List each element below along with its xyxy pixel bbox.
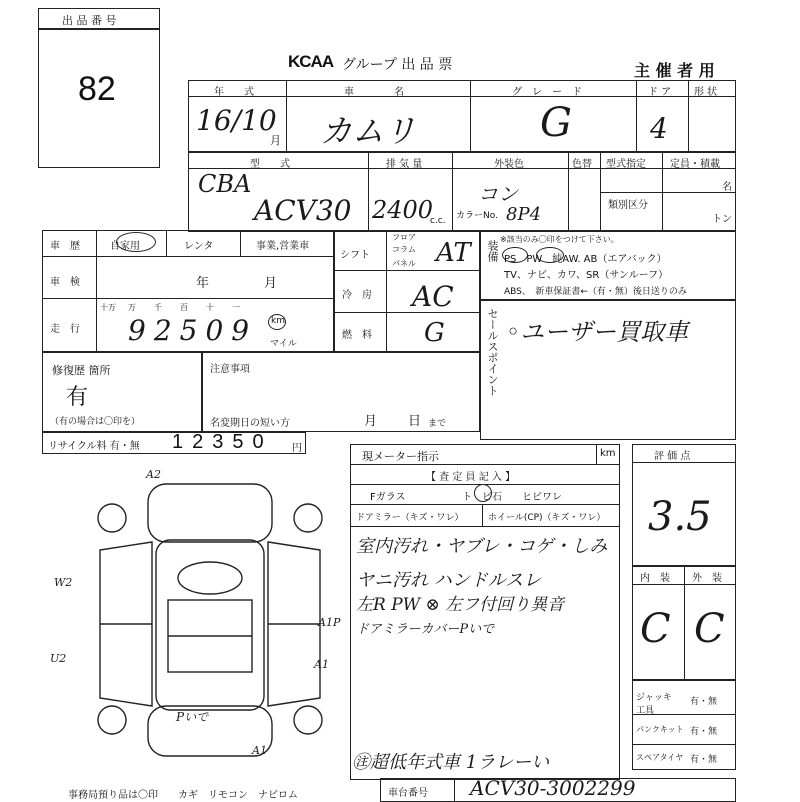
digit-label: 十万	[100, 303, 116, 312]
cc-unit: c.c.	[430, 216, 446, 226]
diagram-mark-a1-rear: A1	[252, 744, 267, 757]
owner-label: 主 催 者 用	[634, 61, 715, 80]
notes-label: 注意事項	[210, 364, 250, 375]
meter-unit: km	[600, 448, 616, 459]
inspection-year: 年	[196, 276, 210, 291]
inspector-label: 【 査 定 員 記 入 】	[426, 472, 516, 483]
interior-grade: C	[640, 606, 671, 652]
diagram-mark-w2: W2	[54, 576, 73, 589]
pw-circle	[536, 247, 564, 263]
brand-logo: KCAA	[288, 52, 334, 71]
office-items: 事務局預り品は〇印 カギ リモコン ナビロム	[68, 790, 298, 801]
equip-label: 装備	[486, 240, 499, 262]
chassis-value: ACV30-3002299	[470, 776, 636, 800]
equip-line3: ABS、 新車保証書←（有・無）後日送りのみ	[504, 287, 687, 297]
shift-label: シフト	[340, 250, 370, 261]
fuel-label: 燃 料	[342, 330, 372, 341]
digit-label: 一	[232, 303, 240, 312]
digit-label: 万	[128, 303, 136, 312]
notes-made: まで	[428, 419, 447, 429]
shift-value: AT	[436, 238, 471, 268]
model-code: ACV30	[254, 194, 352, 227]
inspector-footer: ㊟超低年式車 1ラレーい	[352, 752, 550, 773]
diagram-mark-a2: A2	[146, 468, 161, 481]
digit-label: 千	[154, 303, 162, 312]
digit-label: 百	[180, 303, 188, 312]
exterior-grade: C	[694, 606, 725, 652]
glass-circle	[474, 484, 492, 502]
puncture-opt: 有・無	[690, 727, 718, 737]
model-prefix: CBA	[198, 170, 252, 198]
recycle-label: リサイクル料 有・無	[48, 441, 140, 452]
shape-label: 形 状	[694, 87, 718, 98]
diagram-mark-u2: U2	[50, 652, 67, 665]
model-label: 型 式	[250, 159, 290, 170]
history-business: 事業,営業車	[256, 241, 310, 252]
shift-opt-panel: パネル	[392, 259, 416, 268]
grade-label: グ レ ー ド	[512, 87, 582, 98]
mileage-label: 走 行	[50, 324, 80, 335]
recolor-label: 色替	[572, 159, 592, 170]
inspector-note-3: 左R PW ⊗ 左フ付回り異音	[356, 595, 565, 615]
notes-short-label: 名変期日の短い方	[210, 418, 290, 429]
unit-ton: トン	[712, 214, 732, 225]
car-diagram	[60, 470, 350, 770]
repair-label: 修復歴 箇所	[52, 364, 111, 377]
color-no-value: 8P4	[506, 204, 542, 225]
history-private: 自家用	[110, 241, 140, 252]
recycle-unit: 円	[292, 443, 302, 454]
private-circle	[116, 232, 156, 252]
unit-person: 名	[722, 182, 732, 193]
exterior-label: 外 装	[692, 573, 722, 584]
repair-note: （有の場合は〇印を）	[50, 417, 141, 427]
score-label: 評 価 点	[654, 451, 691, 462]
diagram-mark-pide: Pいで	[176, 710, 209, 724]
wheel-label: ホイール(CP)（キズ・ワレ）	[488, 513, 606, 523]
mile-unit: マイル	[270, 339, 297, 349]
year-label: 年 式	[214, 87, 254, 98]
car-name: カムリ	[320, 112, 417, 150]
digit-label: 十	[206, 303, 214, 312]
spare-label: スペアタイヤ	[636, 753, 684, 762]
inspector-note-4: ドアミラーカバーPいで	[356, 622, 495, 637]
recycle-value: 12350	[172, 431, 273, 453]
inspection-label: 車 検	[50, 277, 80, 288]
form-title: グループ 出 品 票	[342, 57, 453, 73]
notes-month: 月	[364, 414, 378, 429]
history-label: 車 歴	[50, 241, 80, 252]
km-unit: km	[271, 316, 285, 326]
inspection-month: 月	[264, 276, 278, 291]
meter-label: 現メーター指示	[362, 450, 439, 463]
equip-note: ※該当のみ〇印をつけて下さい。	[500, 235, 619, 244]
sales-label: セールスポイント	[486, 308, 499, 396]
score-value: 3.5	[648, 494, 712, 540]
lot-label: 出 品 番 号	[62, 14, 117, 27]
chassis-label: 車台番号	[388, 788, 428, 799]
sales-value: ◦ユーザー買取車	[506, 318, 689, 346]
jack-opt: 有・無	[690, 697, 718, 707]
aircon-value: AC	[412, 280, 454, 313]
equip-line2: TV、ナビ、カワ、SR（サンルーフ）	[504, 270, 669, 281]
cert-label: 型式指定	[606, 159, 646, 170]
spare-opt: 有・無	[690, 755, 718, 765]
color-no-label: カラーNo.	[456, 211, 498, 221]
diagram-mark-a1: A1	[314, 658, 329, 671]
notes-day: 日	[408, 414, 422, 429]
month-unit: 月	[270, 134, 281, 147]
ps-circle	[502, 247, 528, 263]
capacity-label: 定員・積載	[670, 159, 720, 170]
color-value: コン	[478, 182, 518, 206]
mirror-label: ドアミラー（キズ・ワレ）	[356, 513, 464, 523]
door-label: ド ア	[648, 87, 672, 98]
aircon-label: 冷 房	[342, 290, 372, 301]
grade-value: G	[540, 100, 572, 146]
jack-label: ジャッキ工具	[636, 693, 672, 716]
door-value: 4	[650, 112, 668, 145]
disp-value: 2400	[372, 196, 434, 224]
year-value: 16/10	[196, 104, 277, 137]
history-rental: レンタ	[184, 241, 214, 252]
equip-line1: PS PW 純AW. AB（エアバック）	[504, 254, 667, 265]
lot-number: 82	[78, 70, 116, 108]
disp-label: 排 気 量	[386, 159, 423, 170]
glass-label: Fガラス	[370, 492, 406, 503]
inspector-note-1: 室内汚れ・ヤブレ・コゲ・しみ	[356, 536, 608, 557]
class-label: 類別区分	[608, 200, 648, 211]
shift-opt-floor: フロア	[392, 233, 416, 242]
fuel-value: G	[424, 318, 445, 348]
diagram-mark-a1p: A1P	[318, 616, 341, 629]
repair-value: 有	[66, 385, 89, 410]
color-label: 外装色	[494, 159, 524, 170]
name-label: 車 名	[344, 87, 404, 98]
interior-label: 内 装	[640, 573, 670, 584]
shift-opt-column: コラム	[392, 245, 416, 254]
mileage-value: 92509	[128, 314, 258, 347]
glass-opts: ト ビ石 ヒビワレ	[462, 492, 562, 503]
inspector-note-2: ヤニ汚れ ハンドルスレ	[356, 570, 542, 591]
puncture-label: パンクキット	[636, 725, 684, 734]
